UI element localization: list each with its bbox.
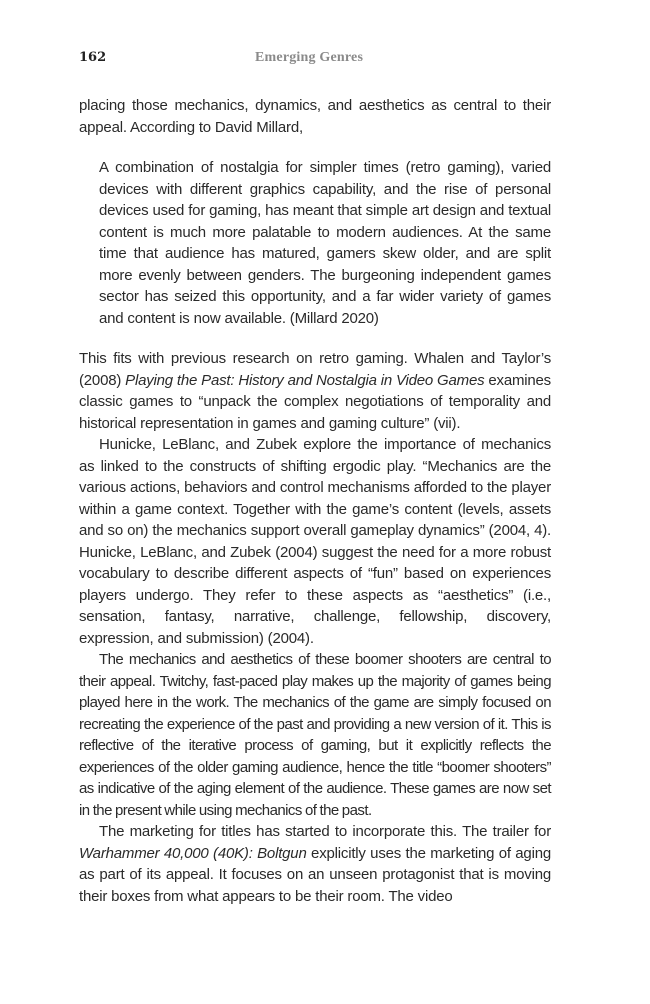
paragraph-retro-gaming: [79, 348, 551, 434]
page-header: [79, 50, 551, 70]
block-quote: A combination of nostalgia for simpler times (retro gaming), varied devices with different graphics capability, and the rise of personal devices used for gaming, has meant that simple art design and textual content is much more palatable to modern audiences. At the same time that audience has matured, gamers skew older, and are split more evenly between genders. The burgeoning independent games sector has seized this opportunity, and a far wider variety of games and content is now available. (Millard 2020): [99, 159, 551, 327]
book-title: Playing the Past: History and Nostalgia in Video Games: [125, 371, 485, 389]
paragraph-boomer-shooters: The mechanics and aesthetics of these boomer shooters are central to their appeal. Twitchy, fast-paced play makes up the majority of games being played here in the work. The mechanics of the game are simply focused on recreating the experience of the past and providing a new version of it. This is reflective of the iterative process of gaming, but it explicitly reflects the experiences of the older gaming audience, hence the title “boomer shooters” as indicative of the aging element of the audience. These games are now set in the present while using mechanics of the past.: [79, 651, 551, 819]
body-text: [79, 95, 551, 907]
paragraph-text: This fits with previous research on retro gaming. Whalen and Taylor’s (2008): [79, 350, 551, 389]
paragraph-text: explicitly uses the marketing of aging as part of its appeal. It focuses on an unseen protagonist that is moving their boxes from what appears to be their room. The video: [79, 844, 551, 905]
running-head: Emerging Genres: [255, 50, 364, 65]
page-number: 162: [79, 50, 107, 65]
paragraph-marketing: [79, 821, 551, 907]
game-title: Warhammer 40,000 (40K): Boltgun: [79, 844, 307, 862]
paragraph-text: The marketing for titles has started to incorporate this. The trailer for: [99, 823, 551, 840]
paragraph-text: examines classic games to “unpack the complex negotiations of temporality and historical representation in games and gaming culture” (vii).: [79, 371, 551, 432]
paragraph-mechanics: Hunicke, LeBlanc, and Zubek explore the importance of mechanics as linked to the constructs of shifting ergodic play. “Mechanics are the various actions, behaviors and control mechanisms afforded to the player within a game context. Together with the game’s content (levels, assets and so on) the mechanics support overall gameplay dynamics” (2004, 4). Hunicke, LeBlanc, and Zubek (2004) suggest the need for a more robust vocabulary to describe different aspects of “fun” based on experiences players undergo. They refer to these aspects as “aesthetics” (i.e., sensation, fantasy, narrative, challenge, fellowship, discovery, expression, and submission) (2004).: [79, 436, 551, 647]
paragraph-continued: placing those mechanics, dynamics, and aesthetics as central to their appeal. According to David Millard,: [79, 97, 551, 136]
